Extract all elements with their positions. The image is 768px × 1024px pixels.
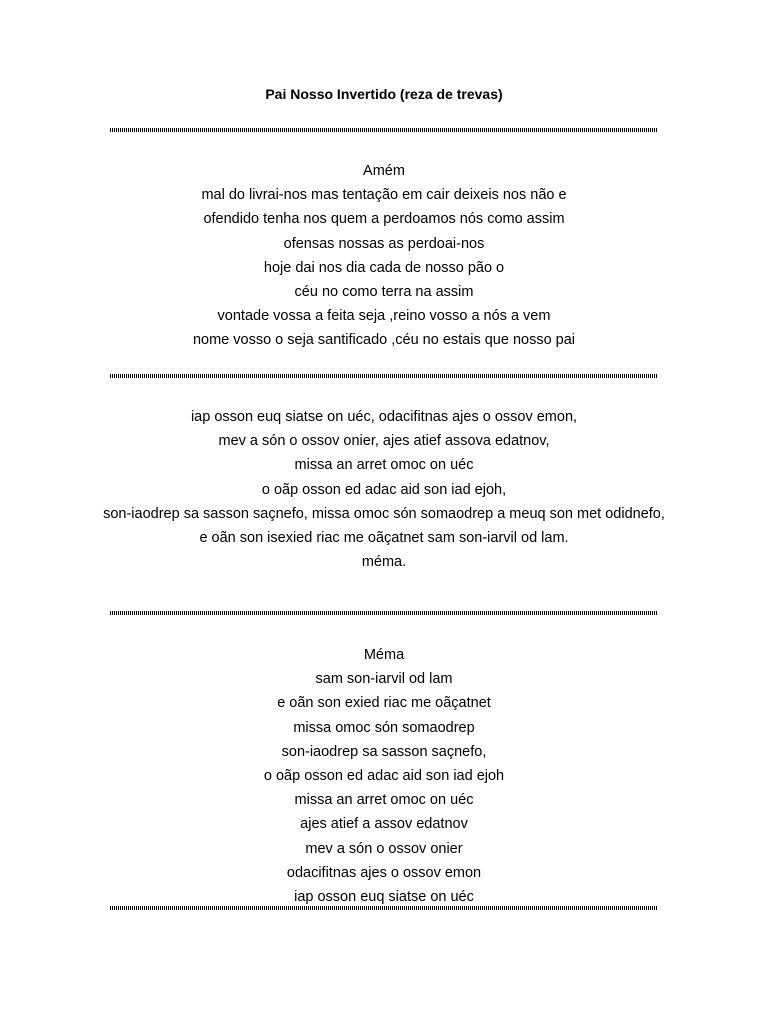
verse-line: e oãn son exied riac me oãçatnet [277, 695, 491, 712]
document-title: Pai Nosso Invertido (reza de trevas) [265, 86, 503, 102]
verse-line: ofensas nossas as perdoai-nos [283, 235, 485, 252]
verse-line: ajes atief a assov edatnov [300, 816, 468, 833]
verse-line: Amém [363, 163, 405, 179]
verse-line: céu no como terra na assim [294, 283, 474, 300]
verse-line: méma. [361, 553, 407, 570]
verse-line: mev a són o ossov onier, ajes atief assova edatnov, [218, 433, 550, 450]
divider-rule [110, 611, 658, 615]
verse-line: son-iaodrep sa sasson saçnefo, [281, 743, 487, 760]
verse-line: missa an arret omoc on uéc [294, 457, 474, 474]
verse-line: son-iaodrep sa sasson saçnefo, missa omoc són somaodrep a meuq son met odidnefo, [103, 505, 665, 522]
section-prayer-reversed-letters [100, 405, 668, 574]
divider-rule [110, 906, 658, 910]
verse-line: mev a són o ossov onier [305, 840, 463, 857]
verse-line: missa an arret omoc on uéc [294, 792, 474, 809]
verse-line: nome vosso o seja santificado ,céu no estais que nosso pai [192, 332, 576, 349]
verse-line: odacifitnas ajes o ossov emon [286, 864, 482, 881]
section-prayer-fully-reversed [100, 643, 668, 909]
verse-line: ofendido tenha nos quem a perdoamos nós como assim [203, 211, 565, 228]
section-prayer-reversed-words [100, 159, 668, 353]
verse-line: o oãp osson ed adac aid son iad ejoh [263, 767, 505, 784]
verse-line: e oãn son isexied riac me oãçatnet sam son-iarvil od lam. [199, 529, 569, 546]
verse-line: iap osson euq siatse on uéc, odacifitnas ajes o ossov emon, [190, 409, 578, 425]
divider-rule [110, 128, 658, 132]
verse-line: o oãp osson ed adac aid son iad ejoh, [261, 481, 507, 498]
verse-line: Méma [363, 647, 405, 663]
verse-line: vontade vossa a feita seja ,reino vosso a nós a vem [217, 308, 551, 325]
verse-line: sam son-iarvil od lam [315, 671, 453, 688]
verse-line: mal do livrai-nos mas tentação em cair deixeis nos não e [201, 187, 567, 204]
verse-line: hoje dai nos dia cada de nosso pão o [263, 259, 505, 276]
divider-rule [110, 374, 658, 378]
verse-line: iap osson euq siatse on uéc [294, 888, 474, 905]
verse-line: missa omoc són somaodrep [293, 719, 475, 736]
